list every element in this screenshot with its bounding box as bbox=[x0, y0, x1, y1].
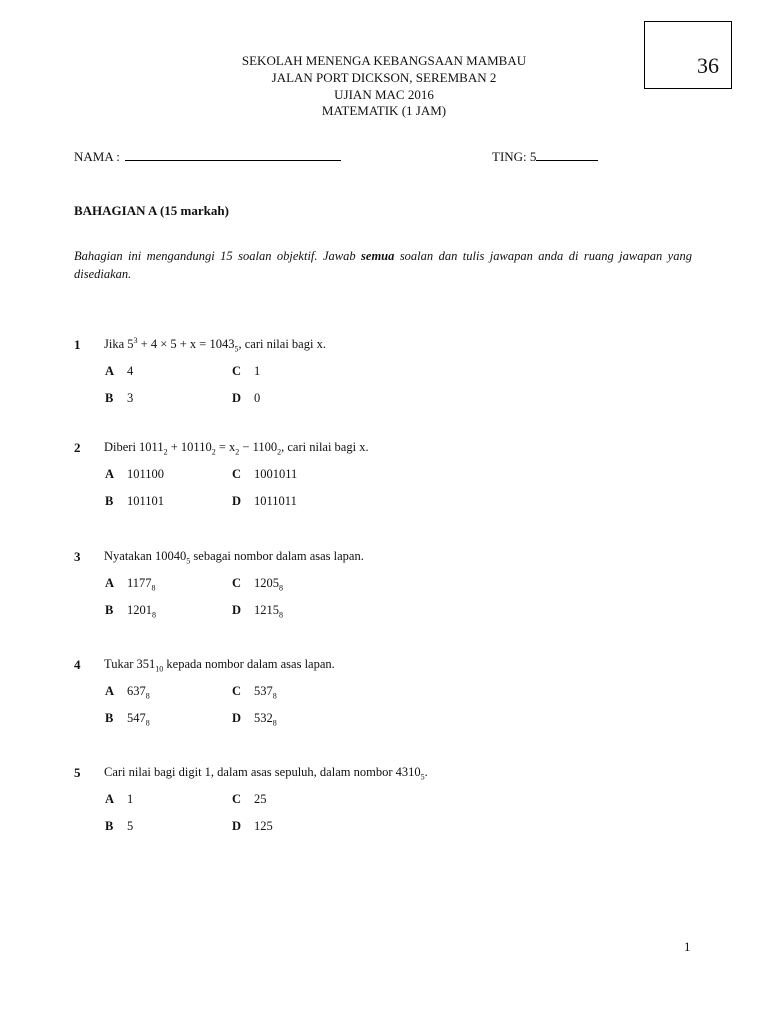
option-number: 1201 bbox=[127, 603, 152, 617]
option-number: 3 bbox=[127, 391, 134, 405]
option-d-value bbox=[254, 392, 260, 405]
question-supscript: 3 bbox=[133, 335, 138, 345]
option-base-subscript: 8 bbox=[272, 691, 277, 701]
option-number: 637 bbox=[127, 684, 146, 698]
option-number: 532 bbox=[254, 711, 273, 725]
option-number: 1215 bbox=[254, 603, 279, 617]
option-base-subscript: 8 bbox=[152, 610, 156, 620]
option-number: 25 bbox=[254, 792, 267, 806]
section-title: BAHAGIAN A (15 markah) bbox=[74, 203, 229, 218]
option-b-letter: B bbox=[105, 603, 114, 617]
intro-emphasis: semua bbox=[361, 249, 395, 263]
option-d-value bbox=[254, 603, 283, 620]
option-base-subscript: 8 bbox=[145, 718, 150, 728]
option-base-subscript: 8 bbox=[279, 583, 283, 593]
option-b-value bbox=[127, 711, 150, 728]
option-d-letter: D bbox=[232, 711, 242, 725]
option-number: 1011011 bbox=[254, 494, 297, 508]
question-text-part: kepada nombor dalam asas lapan. bbox=[163, 657, 335, 671]
question-number: 1 bbox=[74, 337, 81, 352]
section-instructions bbox=[74, 247, 692, 283]
question-text-part: + 4 × 5 + x = 1043 bbox=[137, 337, 235, 351]
question-text-part: , cari nilai bagi x. bbox=[238, 337, 326, 351]
option-number: 1001011 bbox=[254, 467, 298, 481]
exam-name: UJIAN MAC 2016 bbox=[334, 87, 434, 102]
question-text bbox=[104, 335, 326, 354]
option-number: 537 bbox=[254, 684, 273, 698]
option-number: 0 bbox=[254, 391, 261, 405]
name-row bbox=[74, 149, 341, 163]
question-subscript: 2 bbox=[211, 447, 216, 457]
question-subscript: 5 bbox=[420, 772, 425, 782]
option-number: 101100 bbox=[127, 467, 165, 481]
school-name: SEKOLAH MENENGA KEBANGSAAN MAMBAU bbox=[241, 53, 527, 68]
question-text-part: + 10110 bbox=[167, 440, 212, 454]
form-label: TING: 5 bbox=[492, 149, 537, 164]
question-number: 4 bbox=[74, 657, 81, 672]
option-number: 1205 bbox=[254, 576, 279, 590]
question-text-part: Tukar 351 bbox=[104, 657, 156, 671]
option-a-letter: A bbox=[105, 467, 115, 481]
question-text-part: . bbox=[424, 765, 428, 779]
question-subscript: 5 bbox=[234, 344, 239, 354]
option-b-value bbox=[127, 820, 133, 833]
question-text-part: Jika 5 bbox=[104, 337, 134, 351]
intro-text-1: Bahagian ini mengandungi 15 soalan objektif. Jawab bbox=[74, 249, 362, 263]
option-number: 547 bbox=[127, 711, 146, 725]
option-c-value bbox=[254, 365, 260, 378]
option-c-value bbox=[254, 793, 267, 806]
name-field[interactable] bbox=[125, 149, 341, 161]
option-c-value bbox=[254, 684, 277, 701]
question-subscript: 5 bbox=[186, 556, 191, 566]
option-base-subscript: 8 bbox=[272, 718, 277, 728]
option-b-letter: B bbox=[105, 819, 114, 833]
question-text-part: sebagai nombor dalam asas lapan. bbox=[190, 549, 364, 563]
option-b-letter: B bbox=[105, 391, 114, 405]
question-text-part: Diberi 1011 bbox=[104, 440, 164, 454]
option-d-value bbox=[254, 711, 277, 728]
option-c-letter: C bbox=[232, 576, 242, 590]
option-number: 1 bbox=[254, 364, 261, 378]
option-d-letter: D bbox=[232, 494, 242, 508]
option-number: 125 bbox=[254, 819, 273, 833]
question-text-part: − 1100 bbox=[239, 440, 278, 454]
question-subscript: 2 bbox=[235, 447, 240, 457]
option-base-subscript: 8 bbox=[151, 583, 156, 593]
option-c-letter: C bbox=[232, 792, 242, 806]
option-b-letter: B bbox=[105, 494, 114, 508]
question-subscript: 2 bbox=[163, 447, 168, 457]
option-a-value bbox=[127, 793, 133, 806]
question-text bbox=[104, 657, 335, 674]
option-c-letter: C bbox=[232, 684, 242, 698]
option-c-value bbox=[254, 576, 283, 593]
option-a-letter: A bbox=[105, 576, 115, 590]
question-number: 2 bbox=[74, 440, 81, 455]
option-number: 101101 bbox=[127, 494, 165, 508]
option-a-value bbox=[127, 684, 150, 701]
option-b-value bbox=[127, 603, 156, 620]
name-label: NAMA : bbox=[74, 149, 120, 164]
option-b-value bbox=[127, 392, 133, 405]
question-text-part: = x bbox=[215, 440, 236, 454]
option-a-value bbox=[127, 468, 164, 481]
option-c-value bbox=[254, 468, 297, 481]
option-a-value bbox=[127, 576, 156, 593]
form-row bbox=[492, 149, 598, 163]
question-number: 3 bbox=[74, 549, 81, 564]
score-value: 36 bbox=[697, 53, 719, 78]
option-d-letter: D bbox=[232, 603, 242, 617]
option-a-value bbox=[127, 365, 133, 378]
option-a-letter: A bbox=[105, 792, 115, 806]
option-base-subscript: 8 bbox=[145, 691, 150, 701]
option-number: 4 bbox=[127, 364, 134, 378]
option-d-letter: D bbox=[232, 391, 242, 405]
question-text bbox=[104, 765, 428, 782]
question-subscript: 2 bbox=[277, 447, 282, 457]
option-c-letter: C bbox=[232, 364, 242, 378]
form-field[interactable] bbox=[536, 149, 598, 161]
option-a-letter: A bbox=[105, 684, 115, 698]
option-d-letter: D bbox=[232, 819, 242, 833]
intro-text-2: soalan dan tulis jawapan anda di ruang jawapan yang disediakan. bbox=[74, 249, 692, 281]
option-d-value bbox=[254, 495, 297, 508]
question-subscript: 10 bbox=[155, 664, 164, 674]
option-c-letter: C bbox=[232, 467, 242, 481]
option-b-letter: B bbox=[105, 711, 114, 725]
option-base-subscript: 8 bbox=[279, 610, 283, 620]
page-number: 1 bbox=[684, 939, 691, 954]
option-d-value bbox=[254, 820, 273, 833]
option-number: 1177 bbox=[127, 576, 152, 590]
question-text-part: , cari nilai bagi x. bbox=[281, 440, 369, 454]
question-number: 5 bbox=[74, 765, 81, 780]
question-text bbox=[104, 549, 364, 566]
option-b-value bbox=[127, 495, 164, 508]
question-text-part: Nyatakan 10040 bbox=[104, 549, 187, 563]
subject-name: MATEMATIK (1 JAM) bbox=[321, 103, 447, 118]
school-address: JALAN PORT DICKSON, SEREMBAN 2 bbox=[271, 70, 497, 85]
option-number: 5 bbox=[127, 819, 134, 833]
option-number: 1 bbox=[127, 792, 134, 806]
question-text bbox=[104, 440, 369, 457]
question-text-part: Cari nilai bagi digit 1, dalam asas sepuluh, dalam nombor 4310 bbox=[104, 765, 421, 779]
option-a-letter: A bbox=[105, 364, 115, 378]
